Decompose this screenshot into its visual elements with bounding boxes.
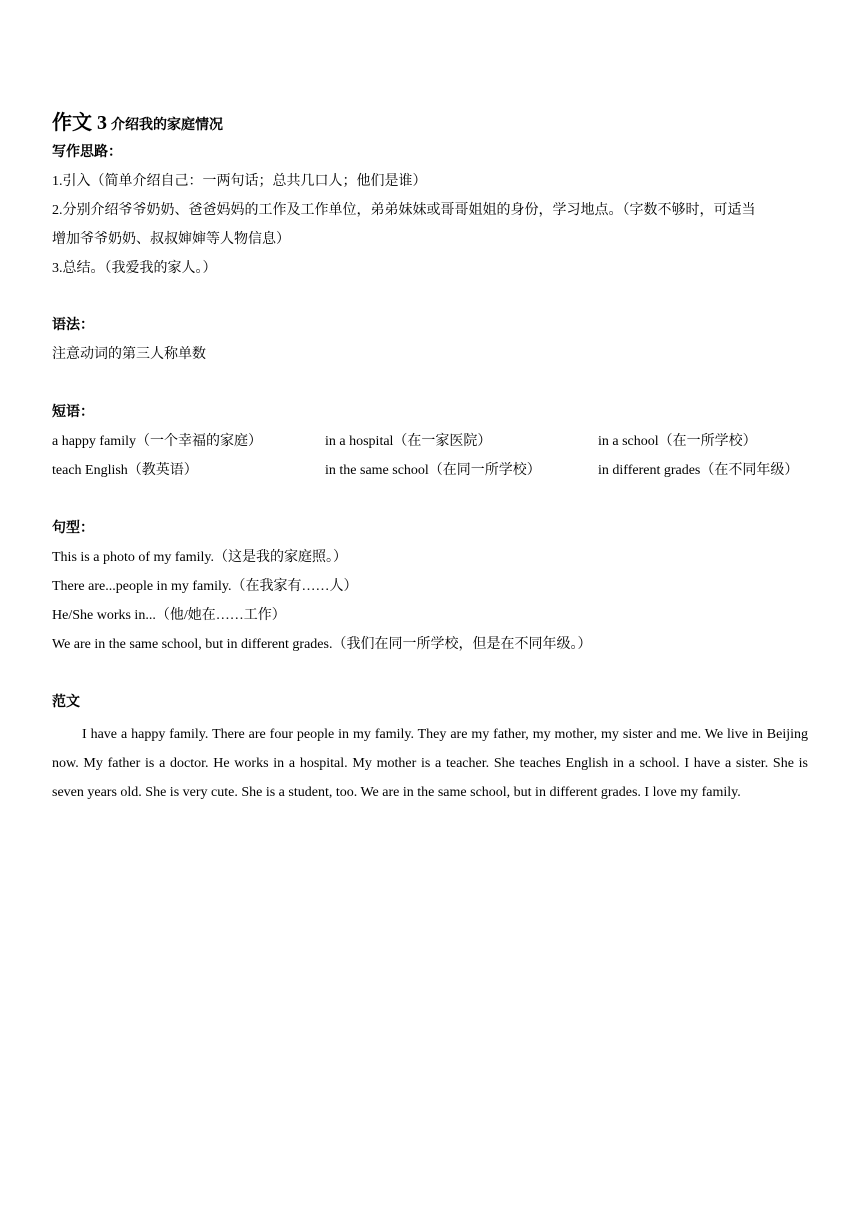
sample-essay: I have a happy family. There are four people in my family. They are my father, my mother, my sister and me. We live in Beijing now. My father is a doctor. He works in a hospital. My mother is a teacher. She teaches English in a school. I have a sister. She is seven years old. She is very cute. She is a student, too. We are in the same school, but in different grades. I love my family.: [52, 727, 808, 800]
thinking-step-2-line-1: 2.分别介绍爷爷奶奶、爸爸妈妈的工作及工作单位，弟弟妹妹或哥哥姐姐的身份，学习地点。（字数不够时，可适当: [52, 203, 756, 218]
phrase-item: in a hospital（在一家医院）: [325, 434, 492, 449]
thinking-step-1: 1.引入（简单介绍自己：一两句话；总共几口人；他们是谁）: [52, 174, 427, 189]
sentence-pattern: He/She works in...（他/她在……工作）: [52, 608, 286, 623]
title-main: 作文 3: [52, 112, 107, 134]
phrase-item: a happy family（一个幸福的家庭）: [52, 434, 262, 449]
phrase-item: in the same school（在同一所学校）: [325, 463, 541, 478]
thinking-step-2-line-2: 增加爷爷奶奶、叔叔婶婶等人物信息）: [52, 232, 290, 247]
grammar-heading: 语法：: [52, 318, 94, 333]
sentence-pattern: We are in the same school, but in different grades.（我们在同一所学校，但是在不同年级。）: [52, 637, 592, 652]
title-sub: 介绍我的家庭情况: [111, 118, 223, 133]
phrases-heading: 短语：: [52, 405, 94, 420]
phrase-item: in different grades（在不同年级）: [598, 463, 799, 478]
page-title: [52, 106, 223, 135]
sample-heading: 范文: [52, 695, 80, 710]
phrase-item: teach English（教英语）: [52, 463, 198, 478]
phrase-item: in a school（在一所学校）: [598, 434, 757, 449]
thinking-step-3: 3.总结。（我爱我的家人。）: [52, 261, 217, 276]
sentence-pattern: There are...people in my family.（在我家有……人）: [52, 579, 358, 594]
grammar-note: 注意动词的第三人称单数: [52, 347, 206, 362]
sentences-heading: 句型：: [52, 521, 94, 536]
thinking-heading: 写作思路：: [52, 145, 122, 160]
sentence-pattern: This is a photo of my family.（这是我的家庭照。）: [52, 550, 348, 565]
